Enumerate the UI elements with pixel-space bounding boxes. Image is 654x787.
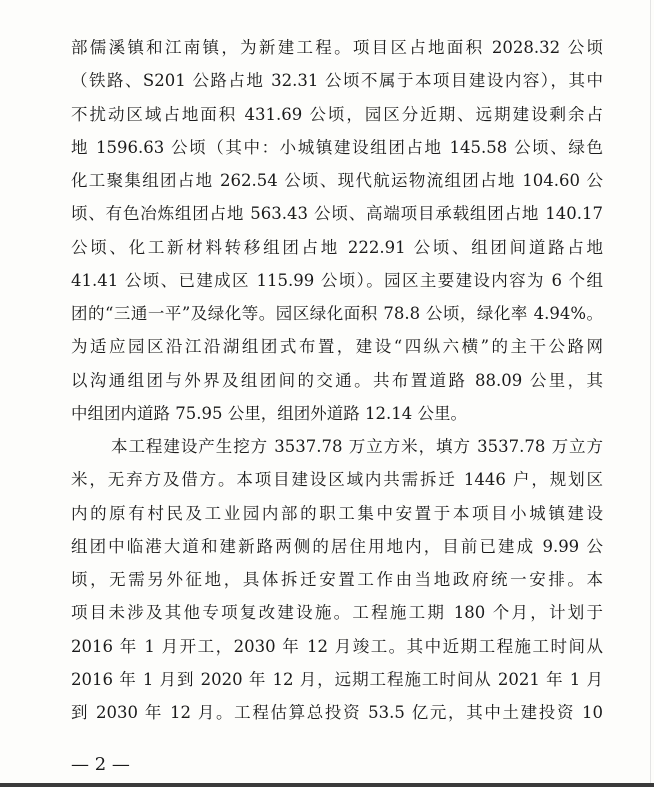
text-line: 项目未涉及其他专项复改建设施。工程施工期 180 个月，计划于 <box>71 603 603 623</box>
text-line: 本工程建设产生挖方 3537.78 万立方米，填方 3537.78 万立方 <box>111 437 603 456</box>
text-line: 地 1596.63 公顷（其中：小城镇建设组团占地 145.58 公顷、绿色 <box>71 137 603 157</box>
text-line: 化工聚集组团占地 262.54 公顷、现代航运物流组团占地 104.60 公 <box>71 171 603 190</box>
page-bottom-border <box>0 783 654 787</box>
text-line: 不扰动区域占地面积 431.69 公顷，园区分近期、远期建设剩余占 <box>71 104 603 124</box>
text-line: 到 2030 年 12 月。工程估算总投资 53.5 亿元，其中土建投资 10 <box>71 703 603 722</box>
text-line: 内的原有村民及工业园内部的职工集中安置于本项目小城镇建设 <box>71 503 603 523</box>
text-line: 部儒溪镇和江南镇，为新建工程。项目区占地面积 2028.32 公顷 <box>71 38 603 57</box>
text-line: 2016 年 1 月到 2020 年 12 月，远期工程施工时间从 2021 年 1 月 <box>71 669 603 689</box>
page-edge <box>650 0 651 783</box>
text-line: （铁路、S201 公路占地 32.31 公顷不属于本项目建设内容），其中 <box>71 71 603 91</box>
text-line: 41.41 公顷、已建成区 115.99 公顷）。园区主要建设内容为 6 个组 <box>71 270 603 290</box>
text-line: 以沟通组团与外界及组团间的交通。共布置道路 88.09 公里，其 <box>71 370 603 390</box>
text-line: 团的“三通一平”及绿化等。园区绿化面积 78.8 公顷，绿化率 4.94%。 <box>71 304 603 323</box>
text-line: 顷、有色冶炼组团占地 563.43 公顷、高端项目承载组团占地 140.17 <box>71 204 603 224</box>
text-line: 顷，无需另外征地，具体拆迁安置工作由当地政府统一安排。本 <box>71 570 603 589</box>
text-line: 公顷、化工新材料转移组团占地 222.91 公顷、组团间道路占地 <box>71 237 603 257</box>
text-line: 2016 年 1 月开工，2030 年 12 月竣工。其中近期工程施工时间从 <box>71 636 603 656</box>
text-line: 为适应园区沿江沿湖组团式布置，建设“四纵六横”的主干公路网 <box>71 337 603 357</box>
text-line: 中组团内道路 75.95 公里，组团外道路 12.14 公里。 <box>71 403 467 423</box>
page-number: — 2 — <box>71 754 130 775</box>
text-line: 组团中临港大道和建新路两侧的居住用地内，目前已建成 9.99 公 <box>71 536 603 556</box>
text-line: 米，无弃方及借方。本项目建设区域内共需拆迁 1446 户，规划区 <box>71 470 603 490</box>
